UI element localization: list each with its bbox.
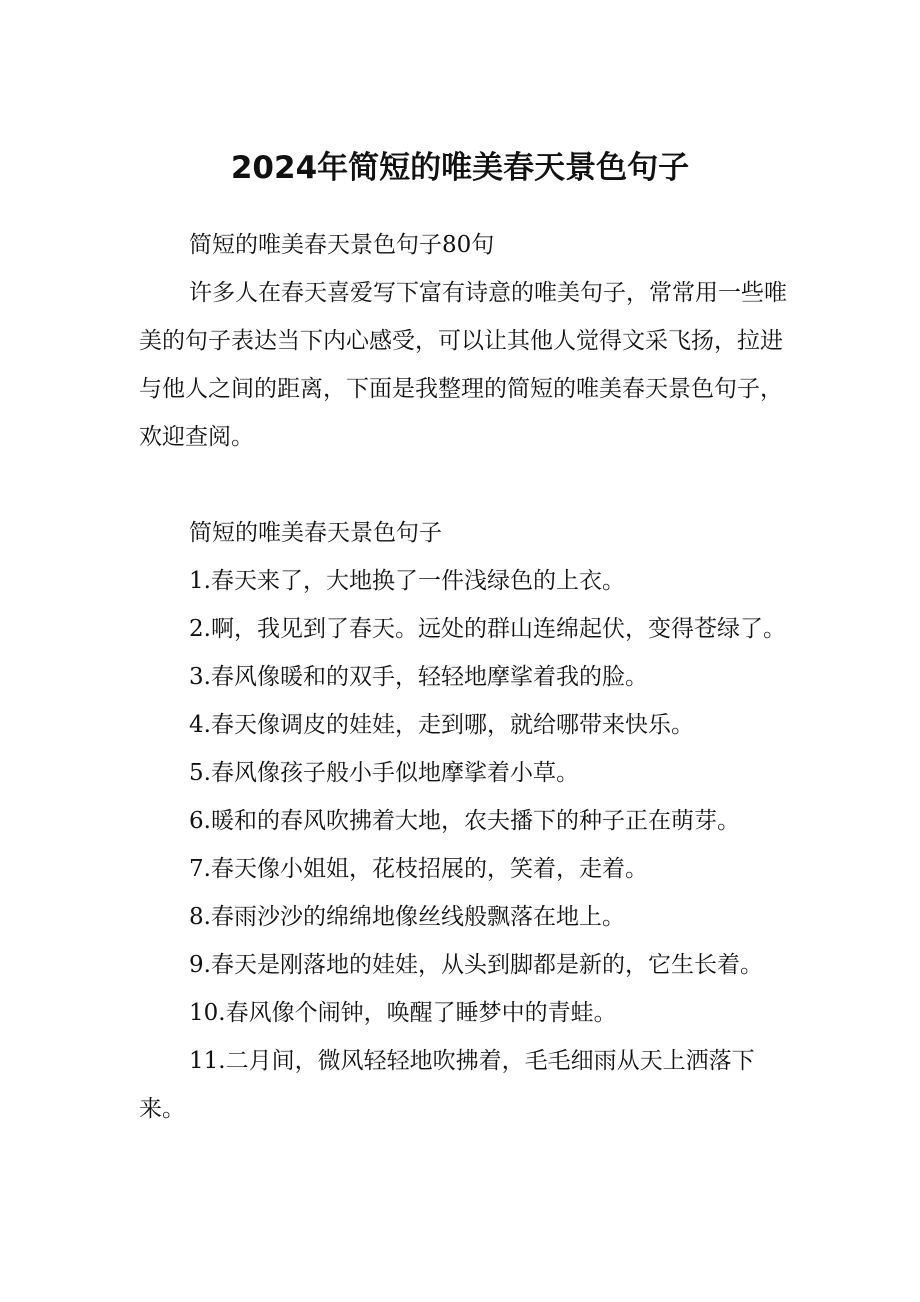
sentence-item: 7.春天像小姐姐，花枝招展的，笑着，走着。 xyxy=(189,856,648,882)
sentence-item: 4.春天像调皮的娃娃，走到哪，就给哪带来快乐。 xyxy=(189,712,694,738)
document-body xyxy=(139,221,789,1133)
sentence-item: 3.春风像暖和的双手，轻轻地摩挲着我的脸。 xyxy=(189,664,648,690)
document-title: 2024年简短的唯美春天景色句子 xyxy=(230,150,690,186)
sentence-item: 8.春雨沙沙的绵绵地像丝线般飘落在地上。 xyxy=(189,904,625,930)
sentence-item: 9.春天是刚落地的娃娃，从头到脚都是新的，它生长着。 xyxy=(189,952,763,978)
intro-heading: 简短的唯美春天景色句子80句 xyxy=(189,232,495,258)
sentence-item: 1.春天来了，大地换了一件浅绿色的上衣。 xyxy=(189,568,625,594)
sentence-item: 5.春风像孩子般小手似地摩挲着小草。 xyxy=(189,760,579,786)
sentence-item: 11.二月间，微风轻轻地吹拂着，毛毛细雨从天上洒落下来。 xyxy=(139,1048,755,1122)
sentence-item: 6.暖和的春风吹拂着大地，农夫播下的种子正在萌芽。 xyxy=(189,808,740,834)
intro-paragraph: 许多人在春天喜爱写下富有诗意的唯美句子，常常用一些唯美的句子表达当下内心感受，可以让其他人觉得文采飞扬，拉进与他人之间的距离，下面是我整理的简短的唯美春天景色句子，欢迎查阅。 xyxy=(139,280,787,450)
sentence-item: 2.啊，我见到了春天。远处的群山连绵起伏，变得苍绿了。 xyxy=(189,616,786,642)
sentence-item: 10.春风像个闹钟，唤醒了睡梦中的青蛙。 xyxy=(189,1000,617,1026)
section-heading: 简短的唯美春天景色句子 xyxy=(189,520,442,546)
paragraph-gap xyxy=(139,461,789,509)
